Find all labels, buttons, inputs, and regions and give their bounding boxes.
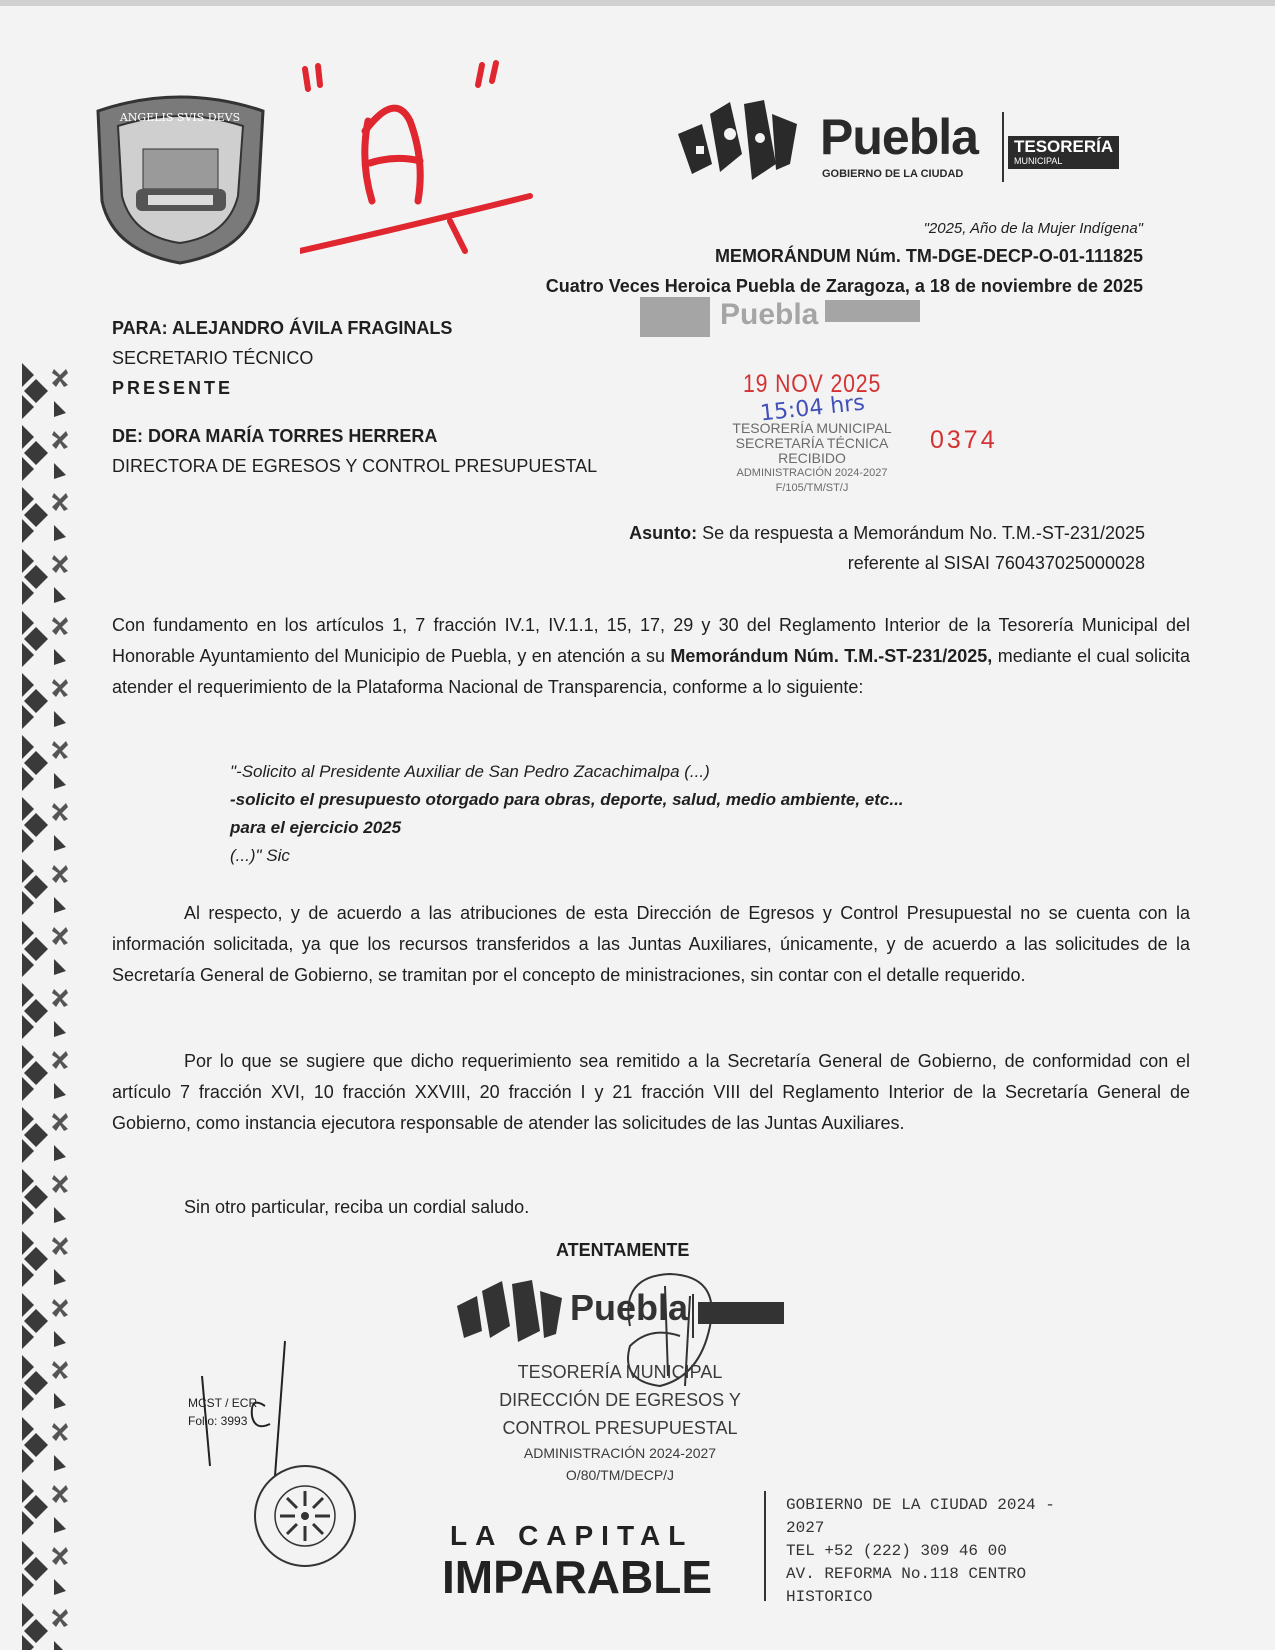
- tesoreria-label: TESORERÍA: [1014, 137, 1114, 156]
- logo-wordmark: Puebla: [820, 109, 978, 165]
- svg-text:Puebla: Puebla: [720, 298, 819, 331]
- quote-line-2: -solicito el presupuesto otorgado para obras, deporte, salud, medio ambiente, etc...: [230, 790, 904, 809]
- paragraph-1: [112, 610, 1190, 703]
- signature-line-5: O/80/TM/DECP/J: [565, 1467, 675, 1483]
- decorative-border: [18, 361, 74, 1650]
- svg-text:ANGELIS SVIS DEVS: ANGELIS SVIS DEVS: [119, 111, 241, 124]
- closing-text: Sin otro particular, reciba un cordial saludo.: [184, 1197, 530, 1217]
- subject-line-1: Se da respuesta a Memorándum No. T.M.-ST-231/2025: [702, 523, 1145, 543]
- signature-block: [470, 1358, 770, 1486]
- initials-line-1: MCST / ECR: [188, 1396, 258, 1410]
- tesoreria-badge: [1008, 136, 1119, 169]
- stamp-logo-icon: [640, 292, 980, 342]
- recipient-role: SECRETARIO TÉCNICO: [112, 348, 314, 368]
- paragraph-2: [112, 898, 1190, 991]
- year-motto: "2025, Año de la Mujer Indígena": [923, 220, 1143, 237]
- document-page: [0, 6, 1275, 1650]
- received-date: 19 NOV 2025: [743, 370, 882, 398]
- atentamente-label: ATENTAMENTE: [556, 1240, 690, 1260]
- logo-subtitle: GOBIERNO DE LA CIUDAD: [822, 168, 964, 180]
- footer-divider: [764, 1491, 766, 1601]
- place-date: Cuatro Veces Heroica Puebla de Zaragoza, a 18 de noviembre de 2025: [545, 276, 1143, 296]
- equality-certification-seal-icon: [250, 1461, 360, 1571]
- handwritten-a-mark: [300, 51, 570, 281]
- quote-line-3: para el ejercicio 2025: [230, 818, 402, 837]
- puebla-emblem-icon: [672, 94, 812, 194]
- stamp-line-1: TESORERÍA MUNICIPAL: [732, 420, 892, 436]
- municipal-label: MUNICIPAL: [1014, 156, 1063, 166]
- puebla-tesoreria-logo: [672, 94, 1142, 194]
- paragraph-1-text-b: mediante el cual solicita atender el requerimiento de la Plataforma Nacional de Transparencia, conforme a lo siguiente:: [112, 646, 1190, 697]
- stamp-line-5: F/105/TM/ST/J: [775, 482, 849, 494]
- signature-line-3: CONTROL PRESUPUESTAL: [502, 1418, 738, 1438]
- city-seal-icon: [88, 91, 273, 266]
- stamp-line-2: SECRETARÍA TÉCNICA: [735, 435, 889, 451]
- subject-line-2: referente al SISAI 760437025000028: [847, 553, 1145, 573]
- stamp-line-4: ADMINISTRACIÓN 2024-2027: [736, 467, 888, 479]
- quote-line-1: "-Solicito al Presidente Auxiliar de San Pedro Zacachimalpa (...): [230, 762, 710, 781]
- initials-block: [188, 1394, 257, 1430]
- received-stamp: [712, 421, 912, 496]
- presente-label: PRESENTE: [112, 378, 234, 398]
- signature-line-4: ADMINISTRACIÓN 2024-2027: [523, 1445, 717, 1461]
- memo-number: MEMORÁNDUM Núm. TM-DGE-DECP-O-01-111825: [714, 246, 1143, 266]
- footer-line-4: AV. REFORMA No.118 CENTRO: [786, 1565, 1027, 1583]
- footer-line-3: TEL +52 (222) 309 46 00: [786, 1542, 1007, 1560]
- footer-line-5: HISTORICO: [786, 1588, 873, 1606]
- signature-line-2: DIRECCIÓN DE EGRESOS Y: [499, 1390, 741, 1410]
- stamp-line-3: RECIBIDO: [778, 450, 846, 466]
- received-time: 15:04 hrs: [758, 390, 866, 427]
- sender-name: DE: DORA MARÍA TORRES HERRERA: [112, 426, 438, 446]
- closing-line: [112, 1192, 1190, 1223]
- recipient-name: PARA: ALEJANDRO ÁVILA FRAGINALS: [112, 318, 453, 338]
- subject: [629, 518, 1145, 578]
- slogan-line-2: IMPARABLE: [442, 1551, 713, 1603]
- subject-label: Asunto:: [629, 523, 698, 543]
- svg-text:Puebla: Puebla: [570, 1287, 689, 1328]
- initials-line-2: Folio: 3993: [188, 1414, 248, 1428]
- paragraph-2-text: Al respecto, y de acuerdo a las atribuciones de esta Dirección de Egresos y Control Presupuestal no se cuenta con la información solicitada, ya que los recursos transferidos a las Juntas Auxiliares, únicamente, y de acuerdo a las solicitudes de la Secretaría General de Gobierno, se tramitan por el concepto de ministraciones, sin contar con el detalle requerido.: [112, 903, 1190, 985]
- paragraph-3: [112, 1046, 1190, 1139]
- capital-imparable-logo: [420, 1514, 713, 1604]
- footer-contact: [786, 1494, 1126, 1609]
- footer-line-1: GOBIERNO DE LA CIUDAD 2024 -: [786, 1496, 1055, 1514]
- slogan-line-1: LA CAPITAL: [450, 1520, 694, 1551]
- footer-line-2: 2027: [786, 1519, 825, 1537]
- quote-line-4: (...)" Sic: [230, 846, 290, 865]
- paragraph-3-text: Por lo que se sugiere que dicho requerimiento sea remitido a la Secretaría General de Gobierno, de conformidad con el artículo 7 fracción XVI, 10 fracción XXVIII, 20 fracción I y 21 fracción VIII del Reglamento Interior de la Secretaría General de Gobierno, como instancia ejecutora responsable de atender las solicitudes de las Juntas Auxiliares.: [112, 1051, 1190, 1133]
- request-quote: [230, 758, 904, 870]
- stamp-number: 0374: [930, 426, 998, 454]
- signature-line-1: TESORERÍA MUNICIPAL: [517, 1362, 723, 1382]
- sender-role: DIRECTORA DE EGRESOS Y CONTROL PRESUPUESTAL: [112, 456, 598, 476]
- logo-divider: [1002, 112, 1004, 182]
- paragraph-1-text-a: Con fundamento en los artículos 1, 7 fracción IV.1, IV.1.1, 15, 17, 29 y 30 del Reglamento Interior de la Tesorería Municipal del Honorable Ayuntamiento del Municipio de Puebla, y en atención a su: [112, 615, 1190, 666]
- paragraph-1-memo-ref: Memorándum Núm. T.M.-ST-231/2025,: [670, 646, 993, 666]
